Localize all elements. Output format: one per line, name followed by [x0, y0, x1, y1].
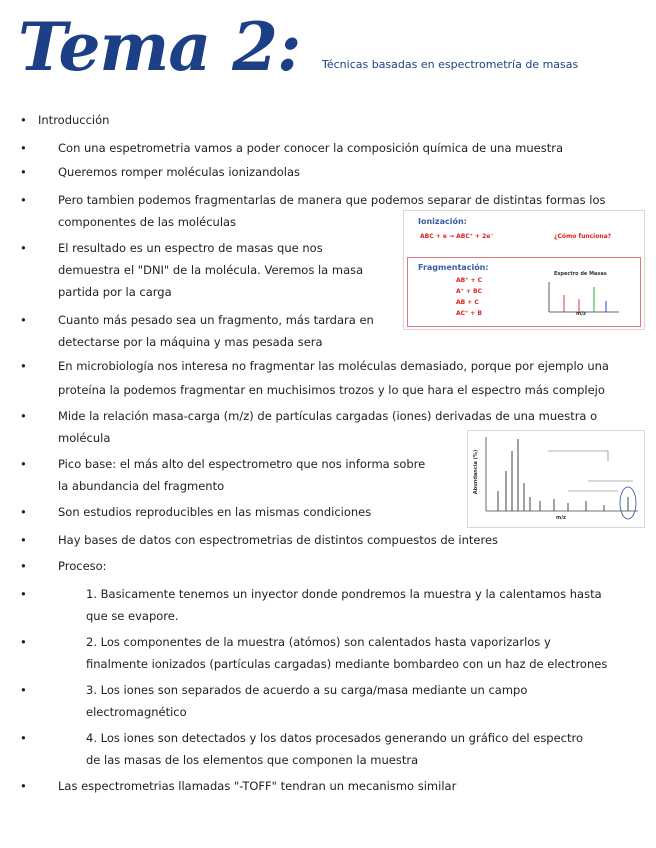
list-item: Introducción	[38, 113, 110, 127]
bullet-icon: •	[20, 141, 27, 155]
bullet-icon: •	[20, 505, 27, 519]
list-item: la abundancia del fragmento	[58, 479, 225, 493]
bullet-icon: •	[20, 559, 27, 573]
fragmentation-label: Fragmentación:	[418, 263, 489, 272]
bullet-icon: •	[20, 241, 27, 255]
list-item: Mide la relación masa-carga (m/z) de partículas cargadas (iones) derivadas de una muestra o	[58, 409, 598, 423]
list-item: 3. Los iones son separados de acuerdo a su carga/masa mediante un campo	[86, 683, 528, 697]
bullet-icon: •	[20, 587, 27, 601]
list-item: El resultado es un espectro de masas que nos	[58, 241, 323, 255]
list-item: Las espectrometrias llamadas "-TOFF" tendran un mecanismo similar	[58, 779, 457, 793]
bullet-icon: •	[20, 683, 27, 697]
bullet-icon: •	[20, 779, 27, 793]
page-subtitle: Técnicas basadas en espectrometría de masas	[322, 58, 579, 71]
fragment-label: A⁺ + BC	[456, 288, 482, 295]
fragment-label: AB⁺ + C	[456, 277, 482, 284]
list-item: 4. Los iones son detectados y los datos procesados generando un gráfico del espectro	[86, 731, 584, 745]
list-item: En microbiología nos interesa no fragmentar las moléculas demasiado, porque por ejemplo una	[58, 359, 609, 373]
mini-axis-label: m/z	[576, 311, 586, 317]
list-item: detectarse por la máquina y mas pesada sera	[58, 335, 323, 349]
fragment-label: AC⁺ + B	[456, 310, 482, 317]
spectrum-y-label: Abundancia (%)	[473, 449, 480, 495]
ionization-question: ¿Cómo funciona?	[554, 233, 612, 240]
fragment-label: AB + C	[456, 299, 479, 306]
list-item: demuestra el "DNI" de la molécula. Veremos la masa	[58, 263, 364, 277]
list-item: Con una espetrometria vamos a poder conocer la composición química de una muestra	[58, 141, 564, 155]
bullet-icon: •	[20, 731, 27, 745]
ionization-figure	[403, 210, 645, 330]
list-item: que se evapore.	[86, 609, 179, 623]
bullet-icon: •	[20, 313, 27, 327]
bullet-icon: •	[20, 533, 27, 547]
list-item: Proceso:	[58, 559, 107, 573]
page-title: Tema 2:	[18, 8, 301, 86]
list-item: Pico base: el más alto del espectrometro que nos informa sobre	[58, 457, 426, 471]
bullet-icon: •	[20, 113, 27, 127]
ionization-equation: ABC + e → ABC⁺ + 2e⁻	[420, 233, 494, 240]
spectrum-chart	[468, 431, 644, 527]
bullet-icon: •	[20, 457, 27, 471]
list-item: Cuanto más pesado sea un fragmento, más tardara en	[58, 313, 374, 327]
bullet-icon: •	[20, 635, 27, 649]
list-item: finalmente ionizados (partículas cargadas) mediante bombardeo con un haz de electrones	[86, 657, 608, 671]
list-item: Queremos romper moléculas ionizandolas	[58, 165, 300, 179]
list-item: electromagnético	[86, 705, 187, 719]
list-item: de las masas de los elementos que componen la muestra	[86, 753, 419, 767]
list-item: Pero tambien podemos fragmentarlas de manera que podemos separar de distintas formas los	[58, 193, 606, 207]
spectrum-title: Espectro de Masas	[554, 271, 607, 277]
list-item: Hay bases de datos con espectrometrias de distintos compuestos de interes	[58, 533, 499, 547]
mass-spectrum-figure	[467, 430, 645, 528]
bullet-icon: •	[20, 359, 27, 373]
list-item: Son estudios reproducibles en las mismas condiciones	[58, 505, 372, 519]
list-item: 1. Basicamente tenemos un inyector donde pondremos la muestra y la calentamos hasta	[86, 587, 602, 601]
list-item: molécula	[58, 431, 111, 445]
list-item: proteína la podemos fragmentar en muchisimos trozos y lo que hara el espectro más complejo	[58, 383, 605, 397]
ionization-label: Ionización:	[418, 217, 467, 226]
spectrum-x-label: m/z	[556, 515, 566, 521]
list-item: componentes de las moléculas	[58, 215, 237, 229]
bullet-icon: •	[20, 409, 27, 423]
list-item: 2. Los componentes de la muestra (atómos) son calentados hasta vaporizarlos y	[86, 635, 551, 649]
bullet-icon: •	[20, 165, 27, 179]
bullet-icon: •	[20, 193, 27, 207]
list-item: partida por la carga	[58, 285, 172, 299]
